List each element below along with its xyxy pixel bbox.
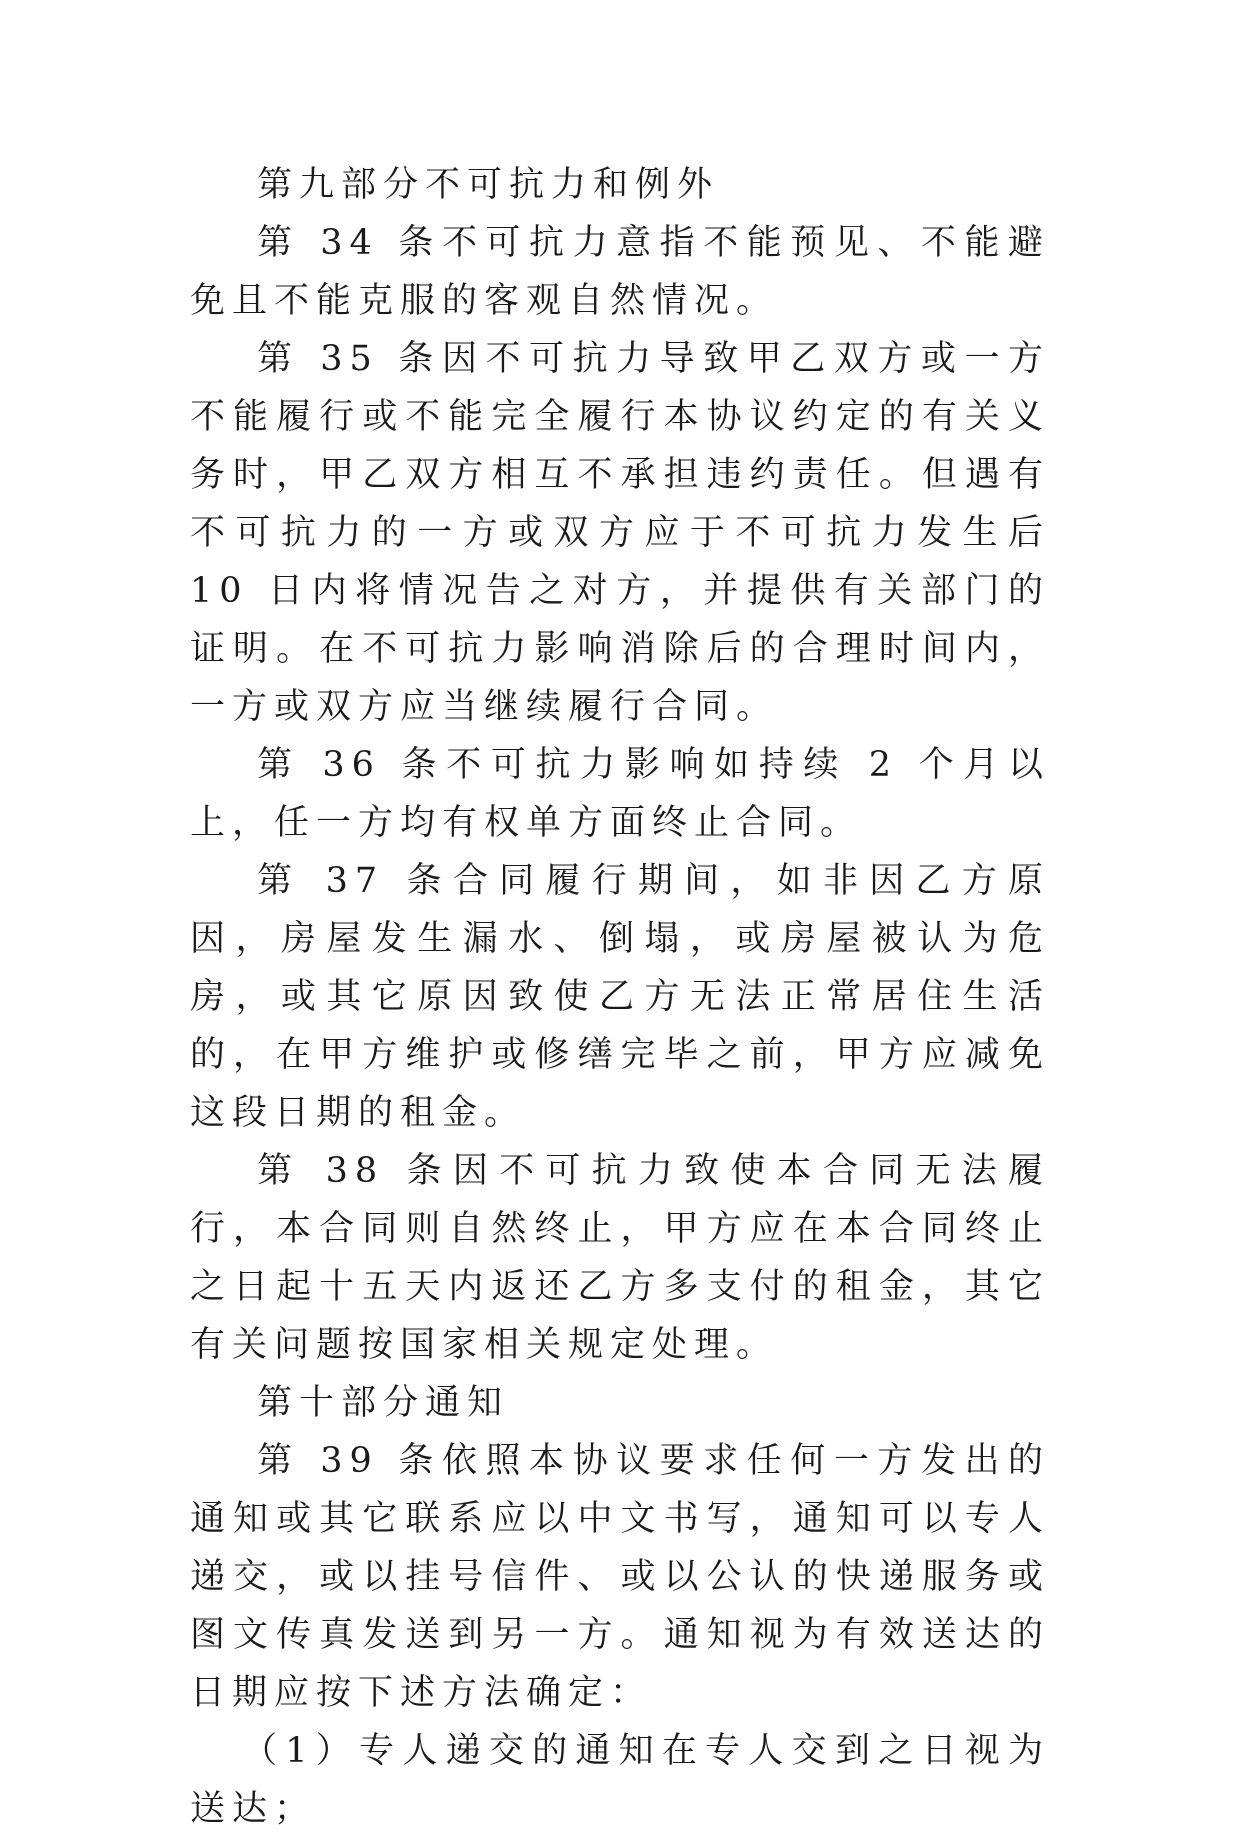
article-39: 第 39 条依照本协议要求任何一方发出的通知或其它联系应以中文书写，通知可以专人递交，或以挂号信件、或以公认的快递服务或图文传真发送到另一方。通知视为有效送达的日期应按下述方法确定：	[190, 1441, 1050, 1713]
article-34: 第 34 条不可抗力意指不能预见、不能避免且不能克服的客观自然情况。	[190, 223, 1050, 321]
article-35: 第 35 条因不可抗力导致甲乙双方或一方不能履行或不能完全履行本协议约定的有关义务时，甲乙双方相互不承担违约责任。但遇有不可抗力的一方或双方应于不可抗力发生后 10 日内将情况告之对方，并提供有关部门的证明。在不可抗力影响消除后的合理时间内，一方或双方应当继续履行合同。	[190, 339, 1050, 727]
document-body	[190, 156, 1050, 1838]
article-38: 第 38 条因不可抗力致使本合同无法履行，本合同则自然终止，甲方应在本合同终止之日起十五天内返还乙方多支付的租金，其它有关问题按国家相关规定处理。	[190, 1151, 1050, 1365]
article-36: 第 36 条不可抗力影响如持续 2 个月以上，任一方均有权单方面终止合同。	[190, 745, 1050, 843]
part9-heading: 第九部分不可抗力和例外	[257, 165, 720, 205]
part10-heading: 第十部分通知	[257, 1383, 510, 1423]
list-item-1: （1）专人递交的通知在专人交到之日视为送达；	[190, 1731, 1050, 1829]
article-37: 第 37 条合同履行期间，如非因乙方原因，房屋发生漏水、倒塌，或房屋被认为危房，或其它原因致使乙方无法正常居住生活的，在甲方维护或修缮完毕之前，甲方应减免这段日期的租金。	[190, 861, 1050, 1133]
